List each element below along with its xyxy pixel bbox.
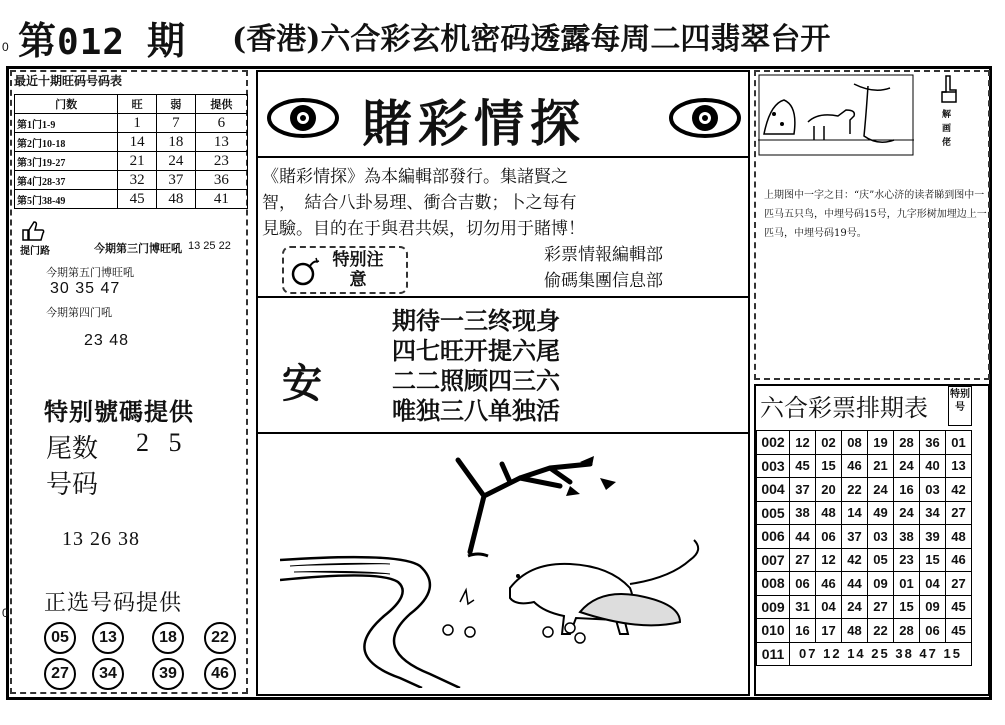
number-cell: 24	[894, 501, 920, 525]
answer-text: 上期图中一字之目：“庆”水心济的读者睇到图中一匹马五只鸟，中埋号码15号，九字形树加埋边上一匹马，中埋号码19号。	[764, 190, 987, 239]
number-cell: 12	[790, 431, 816, 455]
number-cell: 45	[946, 595, 972, 619]
number-cell: 17	[816, 619, 842, 643]
eye-icon	[668, 96, 742, 140]
table-row	[15, 114, 248, 133]
number-label: 号码	[46, 470, 99, 500]
issue-prefix: 第	[18, 18, 58, 63]
number-cell: 04	[816, 595, 842, 619]
issue-cell: 007	[757, 548, 790, 572]
cell: 18	[156, 133, 195, 152]
third-gate-label: 今期第三门博旺吼	[94, 242, 182, 255]
number-cell: 22	[868, 619, 894, 643]
issue-suffix: 期	[147, 18, 187, 63]
number-cell: 15	[894, 595, 920, 619]
table-header-row	[15, 95, 248, 114]
selection-number: 46	[204, 658, 236, 690]
intro-text	[262, 164, 742, 242]
number-cell: 48	[842, 619, 868, 643]
number-cell: 22	[842, 478, 868, 502]
number-cell: 12	[816, 548, 842, 572]
cell: 21	[118, 152, 157, 171]
number-cell: 13	[946, 454, 972, 478]
cell: 1	[118, 114, 157, 133]
tail-label: 尾数	[46, 434, 99, 464]
cell: 41	[195, 190, 247, 209]
number-cell: 06	[920, 619, 946, 643]
number-cell: 39	[920, 525, 946, 549]
selection-number: 13	[92, 622, 124, 654]
number-cell: 01	[894, 572, 920, 596]
number-cell: 38	[894, 525, 920, 549]
issue-cell: 005	[757, 501, 790, 525]
number-cell: 45	[946, 619, 972, 643]
fifth-gate-label: 今期第五门博旺吼	[46, 266, 134, 279]
number-cell: 09	[920, 595, 946, 619]
number-cell: 48	[816, 501, 842, 525]
divider	[256, 156, 750, 158]
eye-icon	[266, 96, 340, 140]
number-values: 13 26 38	[62, 528, 140, 550]
divider	[256, 432, 750, 434]
number-cell: 05	[868, 548, 894, 572]
number-cell: 14	[842, 501, 868, 525]
thumb-label: 提门路	[20, 246, 50, 257]
row-label: 第4门28-37	[15, 171, 118, 190]
cell: 23	[195, 152, 247, 171]
notice-text: 特别注意	[332, 250, 384, 290]
number-cell: 37	[842, 525, 868, 549]
number-cell: 23	[894, 548, 920, 572]
issue-cell: 009	[757, 595, 790, 619]
number-cell: 02	[816, 431, 842, 455]
banner-title: 賭彩情探	[362, 94, 586, 153]
number-cell: 15	[816, 454, 842, 478]
cell: 13	[195, 133, 247, 152]
notice-box	[282, 246, 408, 294]
issue-cell: 003	[757, 454, 790, 478]
table-row	[757, 595, 972, 619]
number-cell: 42	[946, 478, 972, 502]
table-row	[757, 501, 972, 525]
bomb-icon	[290, 256, 320, 286]
number-cell: 16	[894, 478, 920, 502]
number-cell: 06	[816, 525, 842, 549]
issue-cell: 004	[757, 478, 790, 502]
row-label: 第5门38-49	[15, 190, 118, 209]
page-title: (香港)六合彩玄机密码透露每周二四翡翠台开	[232, 22, 831, 57]
table-row	[757, 431, 972, 455]
number-cell: 27	[790, 548, 816, 572]
puzzle-illustration	[280, 452, 720, 688]
col-header: 弱	[156, 95, 195, 114]
number-cell: 20	[816, 478, 842, 502]
issue-number	[18, 10, 186, 65]
issue-number-value: 012	[57, 22, 126, 63]
number-cell: 46	[816, 572, 842, 596]
number-cell: 19	[868, 431, 894, 455]
number-cell: 44	[842, 572, 868, 596]
number-cell: 34	[920, 501, 946, 525]
intro-line: 智， 結合八卦易理、衝合吉數；卜之每有	[262, 193, 577, 213]
cell: 36	[195, 171, 247, 190]
number-cell: 01	[946, 431, 972, 455]
recent-draws-table	[14, 94, 248, 209]
number-cell: 42	[842, 548, 868, 572]
table-row	[757, 572, 972, 596]
number-cell: 27	[946, 572, 972, 596]
selection-number: 22	[204, 622, 236, 654]
number-cell: 38	[790, 501, 816, 525]
table-row	[15, 171, 248, 190]
table-row	[757, 642, 972, 666]
cell: 7	[156, 114, 195, 133]
row-label: 第1门1-9	[15, 114, 118, 133]
dept-line: 彩票情報編輯部	[544, 245, 663, 265]
number-cell: 03	[868, 525, 894, 549]
intro-line: 《賭彩情探》為本編輯部發行。集諸賢之	[262, 167, 568, 187]
fourth-gate-label: 今期第四门吼	[46, 306, 112, 319]
number-cell: 45	[790, 454, 816, 478]
number-cell: 44	[790, 525, 816, 549]
number-cell: 08	[842, 431, 868, 455]
number-cell: 27	[946, 501, 972, 525]
table-row	[757, 454, 972, 478]
cell: 6	[195, 114, 247, 133]
number-cell: 16	[790, 619, 816, 643]
fifth-gate-numbers: 30 35 47	[50, 280, 121, 297]
selection-number: 34	[92, 658, 124, 690]
edge-mark: 0	[2, 40, 9, 54]
number-cell: 37	[790, 478, 816, 502]
number-cell: 46	[842, 454, 868, 478]
poem-line: 二二照顾四三六	[392, 367, 560, 395]
issue-cell: 008	[757, 572, 790, 596]
table-row	[15, 190, 248, 209]
poem-line: 唯独三八单独活	[392, 397, 560, 425]
special-title: 特别號碼提供	[44, 398, 194, 426]
special-number-label: 特别号	[948, 386, 972, 426]
key-character: 安	[282, 360, 322, 407]
row-label: 第2门10-18	[15, 133, 118, 152]
pointing-hand-icon	[938, 74, 960, 106]
number-cell: 07 12 14 25 38 47 15	[790, 642, 972, 666]
third-gate-numbers: 13 25 22	[188, 240, 231, 252]
issue-cell: 010	[757, 619, 790, 643]
selection-number: 05	[44, 622, 76, 654]
cell: 24	[156, 152, 195, 171]
cell: 32	[118, 171, 157, 190]
cell: 14	[118, 133, 157, 152]
number-cell: 24	[894, 454, 920, 478]
poem	[392, 306, 560, 426]
hint-label: 解 画 佬	[942, 110, 952, 148]
number-cell: 21	[868, 454, 894, 478]
number-cell: 15	[920, 548, 946, 572]
number-cell: 46	[946, 548, 972, 572]
selection-number: 39	[152, 658, 184, 690]
thumbs-up-icon	[20, 220, 46, 242]
recent-table-title: 最近十期旺码号码表	[14, 74, 123, 88]
number-cell: 49	[868, 501, 894, 525]
col-header: 旺	[118, 95, 157, 114]
number-cell: 06	[790, 572, 816, 596]
issue-cell: 011	[757, 642, 790, 666]
table-row	[757, 548, 972, 572]
number-cell: 27	[868, 595, 894, 619]
number-cell: 24	[868, 478, 894, 502]
number-cell: 40	[920, 454, 946, 478]
number-cell: 24	[842, 595, 868, 619]
divider	[256, 296, 750, 298]
intro-line: 見驗。目的在于與君共娱，切勿用于賭博！	[262, 219, 585, 239]
number-cell: 09	[868, 572, 894, 596]
number-cell: 31	[790, 595, 816, 619]
poem-line: 四七旺开提六尾	[392, 337, 560, 365]
fourth-gate-numbers: 23 48	[84, 332, 130, 349]
dept-line: 偷碼集團信息部	[544, 271, 663, 291]
row-label: 第3门19-27	[15, 152, 118, 171]
cell: 48	[156, 190, 195, 209]
table-row	[15, 133, 248, 152]
tail-values: 2 5	[136, 428, 182, 457]
number-cell: 28	[894, 619, 920, 643]
schedule-table	[756, 430, 972, 666]
number-cell: 04	[920, 572, 946, 596]
header	[0, 0, 1005, 62]
col-header: 提供	[195, 95, 247, 114]
issue-cell: 006	[757, 525, 790, 549]
cell: 45	[118, 190, 157, 209]
cell: 37	[156, 171, 195, 190]
previous-puzzle-image	[758, 74, 914, 156]
edge-mark-bottom: 0	[2, 606, 9, 620]
table-row	[15, 152, 248, 171]
col-header: 门数	[15, 95, 118, 114]
table-row	[757, 478, 972, 502]
issue-cell: 002	[757, 431, 790, 455]
number-cell: 48	[946, 525, 972, 549]
schedule-title: 六合彩票排期表	[760, 394, 928, 422]
table-row	[757, 525, 972, 549]
table-row	[757, 619, 972, 643]
number-cell: 36	[920, 431, 946, 455]
selection-number: 18	[152, 622, 184, 654]
number-cell: 03	[920, 478, 946, 502]
poem-line: 期待一三终现身	[392, 307, 560, 335]
number-cell: 28	[894, 431, 920, 455]
selection-title: 正选号码提供	[44, 591, 183, 616]
selection-number: 27	[44, 658, 76, 690]
